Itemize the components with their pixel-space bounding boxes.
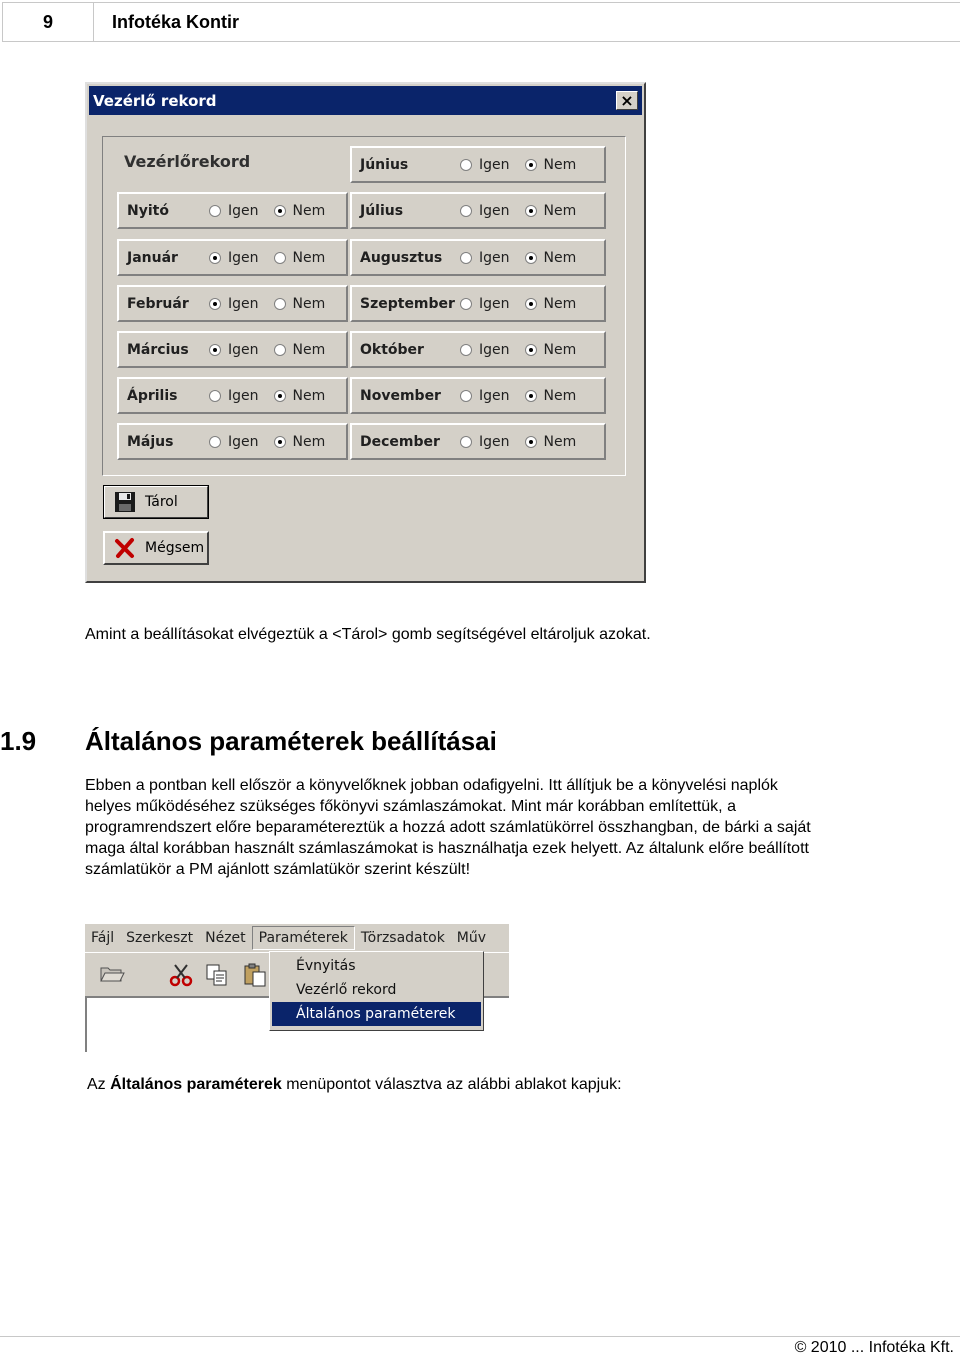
month-label: Március xyxy=(127,341,189,358)
radio-icon xyxy=(209,390,221,402)
paragraph-save-info: Amint a beállításokat elvégeztük a <Tárol> gomb segítségével eltároljuk azokat. xyxy=(85,626,651,643)
month-row-aprilis xyxy=(117,377,348,414)
radio-label: Nem xyxy=(292,249,326,266)
paragraph-line: programrendszert előre beparamétereztük a hozzá adott számlatükörrel összhangban, de bárki a saját xyxy=(85,819,811,836)
paragraph-menu-info xyxy=(87,1074,622,1095)
radio-label: Igen xyxy=(228,387,259,404)
radio-no[interactable] xyxy=(525,157,577,173)
radio-no[interactable] xyxy=(525,296,577,312)
radio-label: Igen xyxy=(479,156,510,173)
menu-item-altalanos-parameterek[interactable]: Általános paraméterek xyxy=(272,1002,481,1026)
menu-szerkeszt[interactable]: Szerkeszt xyxy=(126,930,194,946)
menu-nezet[interactable]: Nézet xyxy=(205,930,246,946)
paragraph-intro xyxy=(85,775,955,880)
radio-yes[interactable] xyxy=(209,388,259,404)
radio-label: Igen xyxy=(479,433,510,450)
radio-icon xyxy=(460,390,472,402)
month-row-oktober xyxy=(350,331,606,368)
dialog-title: Vezérlő rekord xyxy=(93,91,217,110)
red-x-icon xyxy=(111,537,139,559)
month-label: Július xyxy=(360,202,404,219)
radio-yes[interactable] xyxy=(460,157,510,173)
radio-icon xyxy=(460,436,472,448)
text-suffix: menüpontot választva az alábbi ablakot kapjuk: xyxy=(281,1076,622,1093)
scissors-icon[interactable] xyxy=(169,963,193,990)
radio-yes[interactable] xyxy=(209,296,259,312)
month-label: Nyitó xyxy=(127,202,169,219)
floppy-disk-icon xyxy=(111,491,139,513)
radio-yes[interactable] xyxy=(460,296,510,312)
radio-label: Igen xyxy=(479,249,510,266)
cancel-button[interactable] xyxy=(103,531,209,565)
radio-no[interactable] xyxy=(274,296,326,312)
month-row-szeptember xyxy=(350,285,606,322)
radio-label: Nem xyxy=(292,433,326,450)
radio-no[interactable] xyxy=(274,342,326,358)
radio-label: Nem xyxy=(292,295,326,312)
vezerlo-rekord-dialog xyxy=(85,82,646,583)
month-label: Október xyxy=(360,341,424,358)
radio-selected-icon xyxy=(525,390,537,402)
save-button-label: Tárol xyxy=(145,494,178,510)
section-title: Általános paraméterek beállításai xyxy=(85,726,497,756)
radio-selected-icon xyxy=(525,252,537,264)
menubar xyxy=(85,924,509,952)
save-button[interactable] xyxy=(103,485,209,519)
radio-selected-icon xyxy=(209,298,221,310)
month-label: November xyxy=(360,387,441,404)
radio-icon xyxy=(460,252,472,264)
radio-icon xyxy=(209,205,221,217)
radio-yes[interactable] xyxy=(460,434,510,450)
menu-fajl[interactable]: Fájl xyxy=(91,930,115,946)
radio-label: Igen xyxy=(228,295,259,312)
month-row-december xyxy=(350,423,606,460)
menu-muveletek[interactable]: Műv xyxy=(456,930,487,946)
copy-icon[interactable] xyxy=(205,963,229,990)
month-label: December xyxy=(360,433,440,450)
radio-no[interactable] xyxy=(274,203,326,219)
open-folder-icon[interactable] xyxy=(99,963,125,986)
radio-no[interactable] xyxy=(525,388,577,404)
radio-yes[interactable] xyxy=(460,388,510,404)
dialog-titlebar xyxy=(89,86,642,115)
radio-yes[interactable] xyxy=(209,342,259,358)
page-header-title: Infotéka Kontir xyxy=(94,2,960,42)
radio-yes[interactable] xyxy=(209,434,259,450)
radio-label: Nem xyxy=(543,202,577,219)
radio-label: Igen xyxy=(228,433,259,450)
radio-label: Igen xyxy=(479,341,510,358)
month-row-julius xyxy=(350,192,606,229)
radio-selected-icon xyxy=(525,205,537,217)
radio-label: Igen xyxy=(479,295,510,312)
radio-yes[interactable] xyxy=(209,203,259,219)
radio-label: Igen xyxy=(479,387,510,404)
radio-selected-icon xyxy=(209,252,221,264)
paragraph-line: helyes működéséhez szükséges főkönyvi számlaszámokat. Mint már korábban említettük, a xyxy=(85,798,736,815)
footer-divider xyxy=(0,1336,960,1337)
section-number: 1.9 xyxy=(0,726,37,756)
text-bold: Általános paraméterek xyxy=(110,1076,282,1093)
radio-selected-icon xyxy=(525,298,537,310)
radio-selected-icon xyxy=(274,205,286,217)
radio-label: Nem xyxy=(543,249,577,266)
text-prefix: Az xyxy=(87,1076,111,1093)
radio-selected-icon xyxy=(209,344,221,356)
radio-label: Nem xyxy=(543,295,577,312)
radio-label: Igen xyxy=(479,202,510,219)
radio-icon xyxy=(209,436,221,448)
month-row-januar xyxy=(117,239,348,276)
radio-icon xyxy=(274,344,286,356)
radio-label: Nem xyxy=(543,341,577,358)
radio-no[interactable] xyxy=(525,434,577,450)
footer-copyright: © 2010 ... Infotéka Kft. xyxy=(794,1339,954,1356)
cancel-button-label: Mégsem xyxy=(145,540,205,556)
parameterek-dropdown xyxy=(269,951,484,1031)
page-number: 9 xyxy=(2,2,94,42)
radio-no[interactable] xyxy=(274,388,326,404)
month-label: Augusztus xyxy=(360,249,443,266)
paragraph-line: számlatükör a PM ajánlott számlatükör szerint készült! xyxy=(85,861,471,878)
month-row-majus xyxy=(117,423,348,460)
menu-parameterek[interactable]: Paraméterek xyxy=(252,926,355,950)
close-icon: × xyxy=(620,90,634,110)
radio-icon xyxy=(460,344,472,356)
radio-yes[interactable] xyxy=(460,250,510,266)
radio-selected-icon xyxy=(274,390,286,402)
menu-torzsadatok[interactable]: Törzsadatok xyxy=(360,930,445,946)
month-row-nyito xyxy=(117,192,348,229)
month-label: Május xyxy=(127,433,174,450)
month-label: Április xyxy=(127,387,178,404)
month-label: Június xyxy=(360,156,409,173)
month-row-junius xyxy=(350,146,606,183)
radio-label: Nem xyxy=(543,156,577,173)
radio-no[interactable] xyxy=(525,342,577,358)
radio-label: Igen xyxy=(228,341,259,358)
radio-selected-icon xyxy=(525,436,537,448)
radio-label: Igen xyxy=(228,202,259,219)
radio-no[interactable] xyxy=(525,203,577,219)
month-row-marcius xyxy=(117,331,348,368)
radio-label: Nem xyxy=(292,341,326,358)
radio-yes[interactable] xyxy=(460,203,510,219)
radio-label: Nem xyxy=(292,202,326,219)
menu-screenshot xyxy=(85,924,509,1052)
month-row-februar xyxy=(117,285,348,322)
radio-icon xyxy=(460,298,472,310)
paste-icon[interactable] xyxy=(243,963,267,990)
radio-selected-icon xyxy=(525,159,537,171)
radio-no[interactable] xyxy=(274,434,326,450)
month-label: Január xyxy=(127,249,178,266)
menu-item-vezerlo-rekord[interactable]: Vezérlő rekord xyxy=(296,982,397,998)
paragraph-line: Ebben a pontban kell először a könyvelőknek jobban odafigyelni. Itt állítjuk be a könyvelési naplók xyxy=(85,777,778,794)
radio-yes[interactable] xyxy=(460,342,510,358)
group-title: Vezérlőrekord xyxy=(124,152,251,171)
radio-label: Igen xyxy=(228,249,259,266)
radio-no[interactable] xyxy=(525,250,577,266)
radio-icon xyxy=(274,252,286,264)
menu-item-evnyitas[interactable]: Évnyitás xyxy=(296,958,356,974)
month-label: Február xyxy=(127,295,189,312)
close-button[interactable] xyxy=(616,91,638,110)
month-row-november xyxy=(350,377,606,414)
month-row-augusztus xyxy=(350,239,606,276)
paragraph-line: maga által korábban használt számlaszámokat is használhatja ezek helyett. Az általunk előre beállított xyxy=(85,840,809,857)
radio-label: Nem xyxy=(292,387,326,404)
radio-no[interactable] xyxy=(274,250,326,266)
radio-selected-icon xyxy=(525,344,537,356)
radio-icon xyxy=(460,159,472,171)
month-label: Szeptember xyxy=(360,295,455,312)
radio-label: Nem xyxy=(543,387,577,404)
radio-icon xyxy=(460,205,472,217)
radio-label: Nem xyxy=(543,433,577,450)
radio-selected-icon xyxy=(274,436,286,448)
radio-icon xyxy=(274,298,286,310)
radio-yes[interactable] xyxy=(209,250,259,266)
